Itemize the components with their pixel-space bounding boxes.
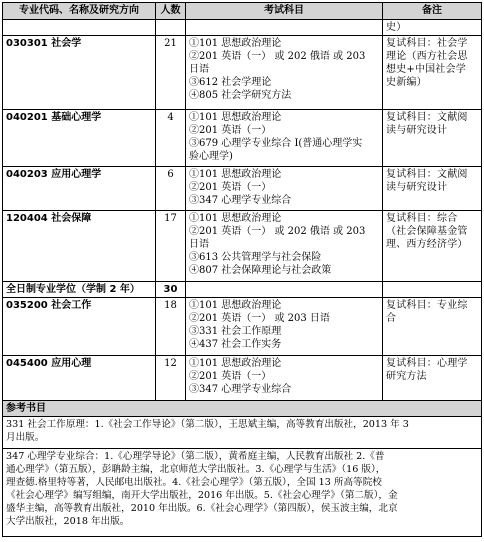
table-row — [3, 356, 482, 401]
header-exam: 考试科目 — [186, 3, 383, 20]
program-note: 复试科目：专业综 合 — [383, 298, 482, 356]
reference-item: 347 心理学专业综合：1.《心理学导论》（第二版），黄希庭主编，人民教育出版社 2.《普 通心理学》（第五版），彭聃龄主编，北京师范大学出版社。3.《心理学与生活》（16 版）， 理查德.格里特等著，人民邮电出版社。4.《社会心理学》（第五版），全国 13 所高等院校 《社会心理学》编写组编，南开大学出版社，2016 年出版。5.《社会心理学》（第二版），金 盛华主编，高等教育出版社，2010 年出版。6.《社会心理学》（第四版），侯玉波主编，北京 大学出版社，2018 年出版。 — [3, 449, 482, 537]
header-count: 人数 — [156, 3, 186, 20]
program-name: 035200 社会工作 — [3, 298, 156, 356]
program-name: 120404 社会保障 — [3, 211, 156, 282]
program-table — [2, 2, 482, 537]
program-count: 12 — [156, 356, 186, 401]
exam-subjects: ①101 思想政治理论 ②201 英语（一） 或 203 日语 ③331 社会工作原理 ④437 社会工作实务 — [186, 298, 383, 356]
references-header-row — [3, 401, 482, 417]
program-name: 045400 应用心理 — [3, 356, 156, 401]
exam-subjects: ①101 思想政治理论 ②201 英语（一） 或 202 俄语 或 203 日语 ③612 社会学理论 ④805 社会学研究方法 — [186, 36, 383, 110]
program-note: 复试科目：心理学 研究方法 — [383, 356, 482, 401]
table-row — [3, 110, 482, 167]
section-row-professional — [3, 282, 482, 298]
program-note: 复试科目：社会学 理论（西方社会思 想史+中国社会学 史新编） — [383, 36, 482, 110]
exam-subjects: ①101 思想政治理论 ②201 英语（一） ③347 心理学专业综合 — [186, 167, 383, 211]
table-row-continuation — [3, 20, 482, 36]
header-program: 专业代码、名称及研究方向 — [3, 3, 156, 20]
table-row — [3, 36, 482, 110]
continuation-note: 史） — [383, 20, 482, 36]
table-header-row — [3, 3, 482, 20]
exam-subjects: ①101 思想政治理论 ②201 英语（一） 或 202 俄语 或 203 日语 ③613 公共管理学与社会保险 ④807 社会保障理论与社会政策 — [186, 211, 383, 282]
table-row — [3, 211, 482, 282]
program-name: 040201 基础心理学 — [3, 110, 156, 167]
exam-subjects: ①101 思想政治理论 ②201 英语（一） ③347 心理学专业综合 — [186, 356, 383, 401]
program-count: 18 — [156, 298, 186, 356]
reference-row — [3, 449, 482, 537]
reference-row — [3, 417, 482, 449]
section-label: 全日制专业学位（学制 2 年） — [3, 282, 156, 298]
program-note: 复试科目：文献阅 读与研究设计 — [383, 167, 482, 211]
header-note: 备注 — [383, 3, 482, 20]
program-note: 复试科目：文献阅 读与研究设计 — [383, 110, 482, 167]
program-note: 复试科目：综合 （社会保障基金管 理、西方经济学） — [383, 211, 482, 282]
section-count: 30 — [156, 282, 186, 298]
reference-item: 331 社会工作原理：1.《社会工作导论》（第二版），王思斌主编，高等教育出版社，2013 年 3 月出版。 — [3, 417, 482, 449]
program-count: 17 — [156, 211, 186, 282]
program-name: 030301 社会学 — [3, 36, 156, 110]
table-row — [3, 167, 482, 211]
exam-subjects: ①101 思想政治理论 ②201 英语（一） ③679 心理学专业综合 I(普通心理学实 验心理学) — [186, 110, 383, 167]
program-count: 21 — [156, 36, 186, 110]
program-name: 040203 应用心理学 — [3, 167, 156, 211]
program-count: 4 — [156, 110, 186, 167]
references-title: 参考书目 — [3, 401, 482, 417]
program-count: 6 — [156, 167, 186, 211]
table-row — [3, 298, 482, 356]
